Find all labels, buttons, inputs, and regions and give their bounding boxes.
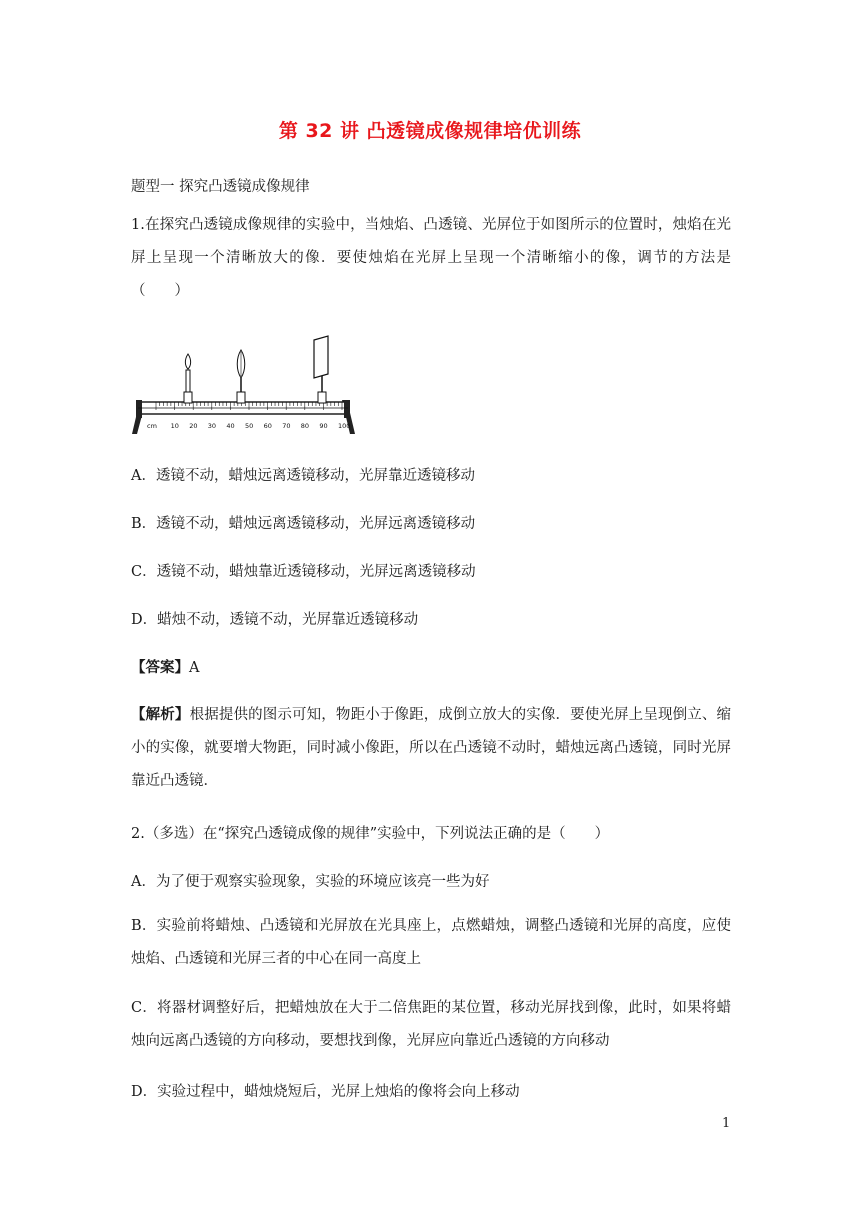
- optical-bench-figure: [128, 330, 358, 440]
- question-2-stem: 2.（多选）在“探究凸透镜成像的规律”实验中，下列说法正确的是（ ）: [131, 826, 610, 842]
- answer-tag: 【答案】: [131, 659, 189, 676]
- page-number: 1: [722, 1116, 731, 1131]
- unit-label: cm: [147, 422, 157, 430]
- scale-label: 40: [226, 422, 235, 430]
- candle-flame: [185, 354, 190, 369]
- bench-left-end: [136, 400, 142, 418]
- scale-label: 10: [170, 422, 179, 430]
- candle: [184, 354, 192, 403]
- q2-option-a: A．为了便于观察实验现象，实验的环境应该亮一些为好: [131, 874, 490, 890]
- q1-option-a: A．透镜不动，蜡烛远离透镜移动，光屏靠近透镜移动: [131, 468, 475, 484]
- q2-option-d: D．实验过程中，蜡烛烧短后，光屏上烛焰的像将会向上移动: [131, 1084, 520, 1100]
- bench-right-end: [344, 400, 350, 418]
- answer-value: A: [189, 660, 200, 676]
- scale-label: 90: [319, 422, 328, 430]
- section-heading: 题型一 探究凸透镜成像规律: [131, 179, 310, 195]
- light-screen: [314, 336, 328, 403]
- scale-label: 70: [282, 422, 291, 430]
- analysis-text: 根据提供的图示可知，物距小于像距，成倒立放大的实像．要使光屏上呈现倒立、缩小的实像，就要增大物距，同时减小像距，所以在凸透镜不动时，蜡烛远离凸透镜，同时光屏靠近凸透镜．: [131, 707, 732, 789]
- analysis-tag: 【解析】: [131, 706, 190, 723]
- scale-label: 50: [245, 422, 254, 430]
- q1-answer: [131, 656, 199, 677]
- page-title: 第 32 讲 凸透镜成像规律培优训练: [278, 120, 582, 142]
- scale-label: 20: [189, 422, 198, 430]
- q2-option-b: B．实验前将蜡烛、凸透镜和光屏放在光具座上，点燃蜡烛，调整凸透镜和光屏的高度，应使烛焰、凸透镜和光屏三者的中心在同一高度上: [131, 918, 731, 967]
- bench-scale-labels: [147, 422, 350, 430]
- q1-option-b: B．透镜不动，蜡烛远离透镜移动，光屏远离透镜移动: [131, 516, 476, 532]
- question-1-stem: 1.在探究凸透镜成像规律的实验中，当烛焰、凸透镜、光屏位于如图所示的位置时，烛焰在光屏上呈现一个清晰放大的像．要使烛焰在光屏上呈现一个清晰缩小的像，调节的方法是（ ）: [131, 217, 731, 299]
- q1-option-d: D．蜡烛不动，透镜不动，光屏靠近透镜移动: [131, 612, 419, 628]
- convex-lens: [237, 350, 245, 403]
- q1-analysis: [131, 698, 731, 798]
- q2-option-c: C．将器材调整好后，把蜡烛放在大于二倍焦距的某位置，移动光屏找到像，此时，如果将蜡烛向远离凸透镜的方向移动，要想找到像，光屏应向靠近凸透镜的方向移动: [131, 1000, 731, 1049]
- scale-label: 30: [207, 422, 217, 430]
- scale-label: 80: [300, 422, 310, 430]
- scale-label: 100: [338, 422, 351, 430]
- scale-label: 60: [263, 422, 272, 430]
- q1-option-c: C．透镜不动，蜡烛靠近透镜移动，光屏远离透镜移动: [131, 564, 476, 580]
